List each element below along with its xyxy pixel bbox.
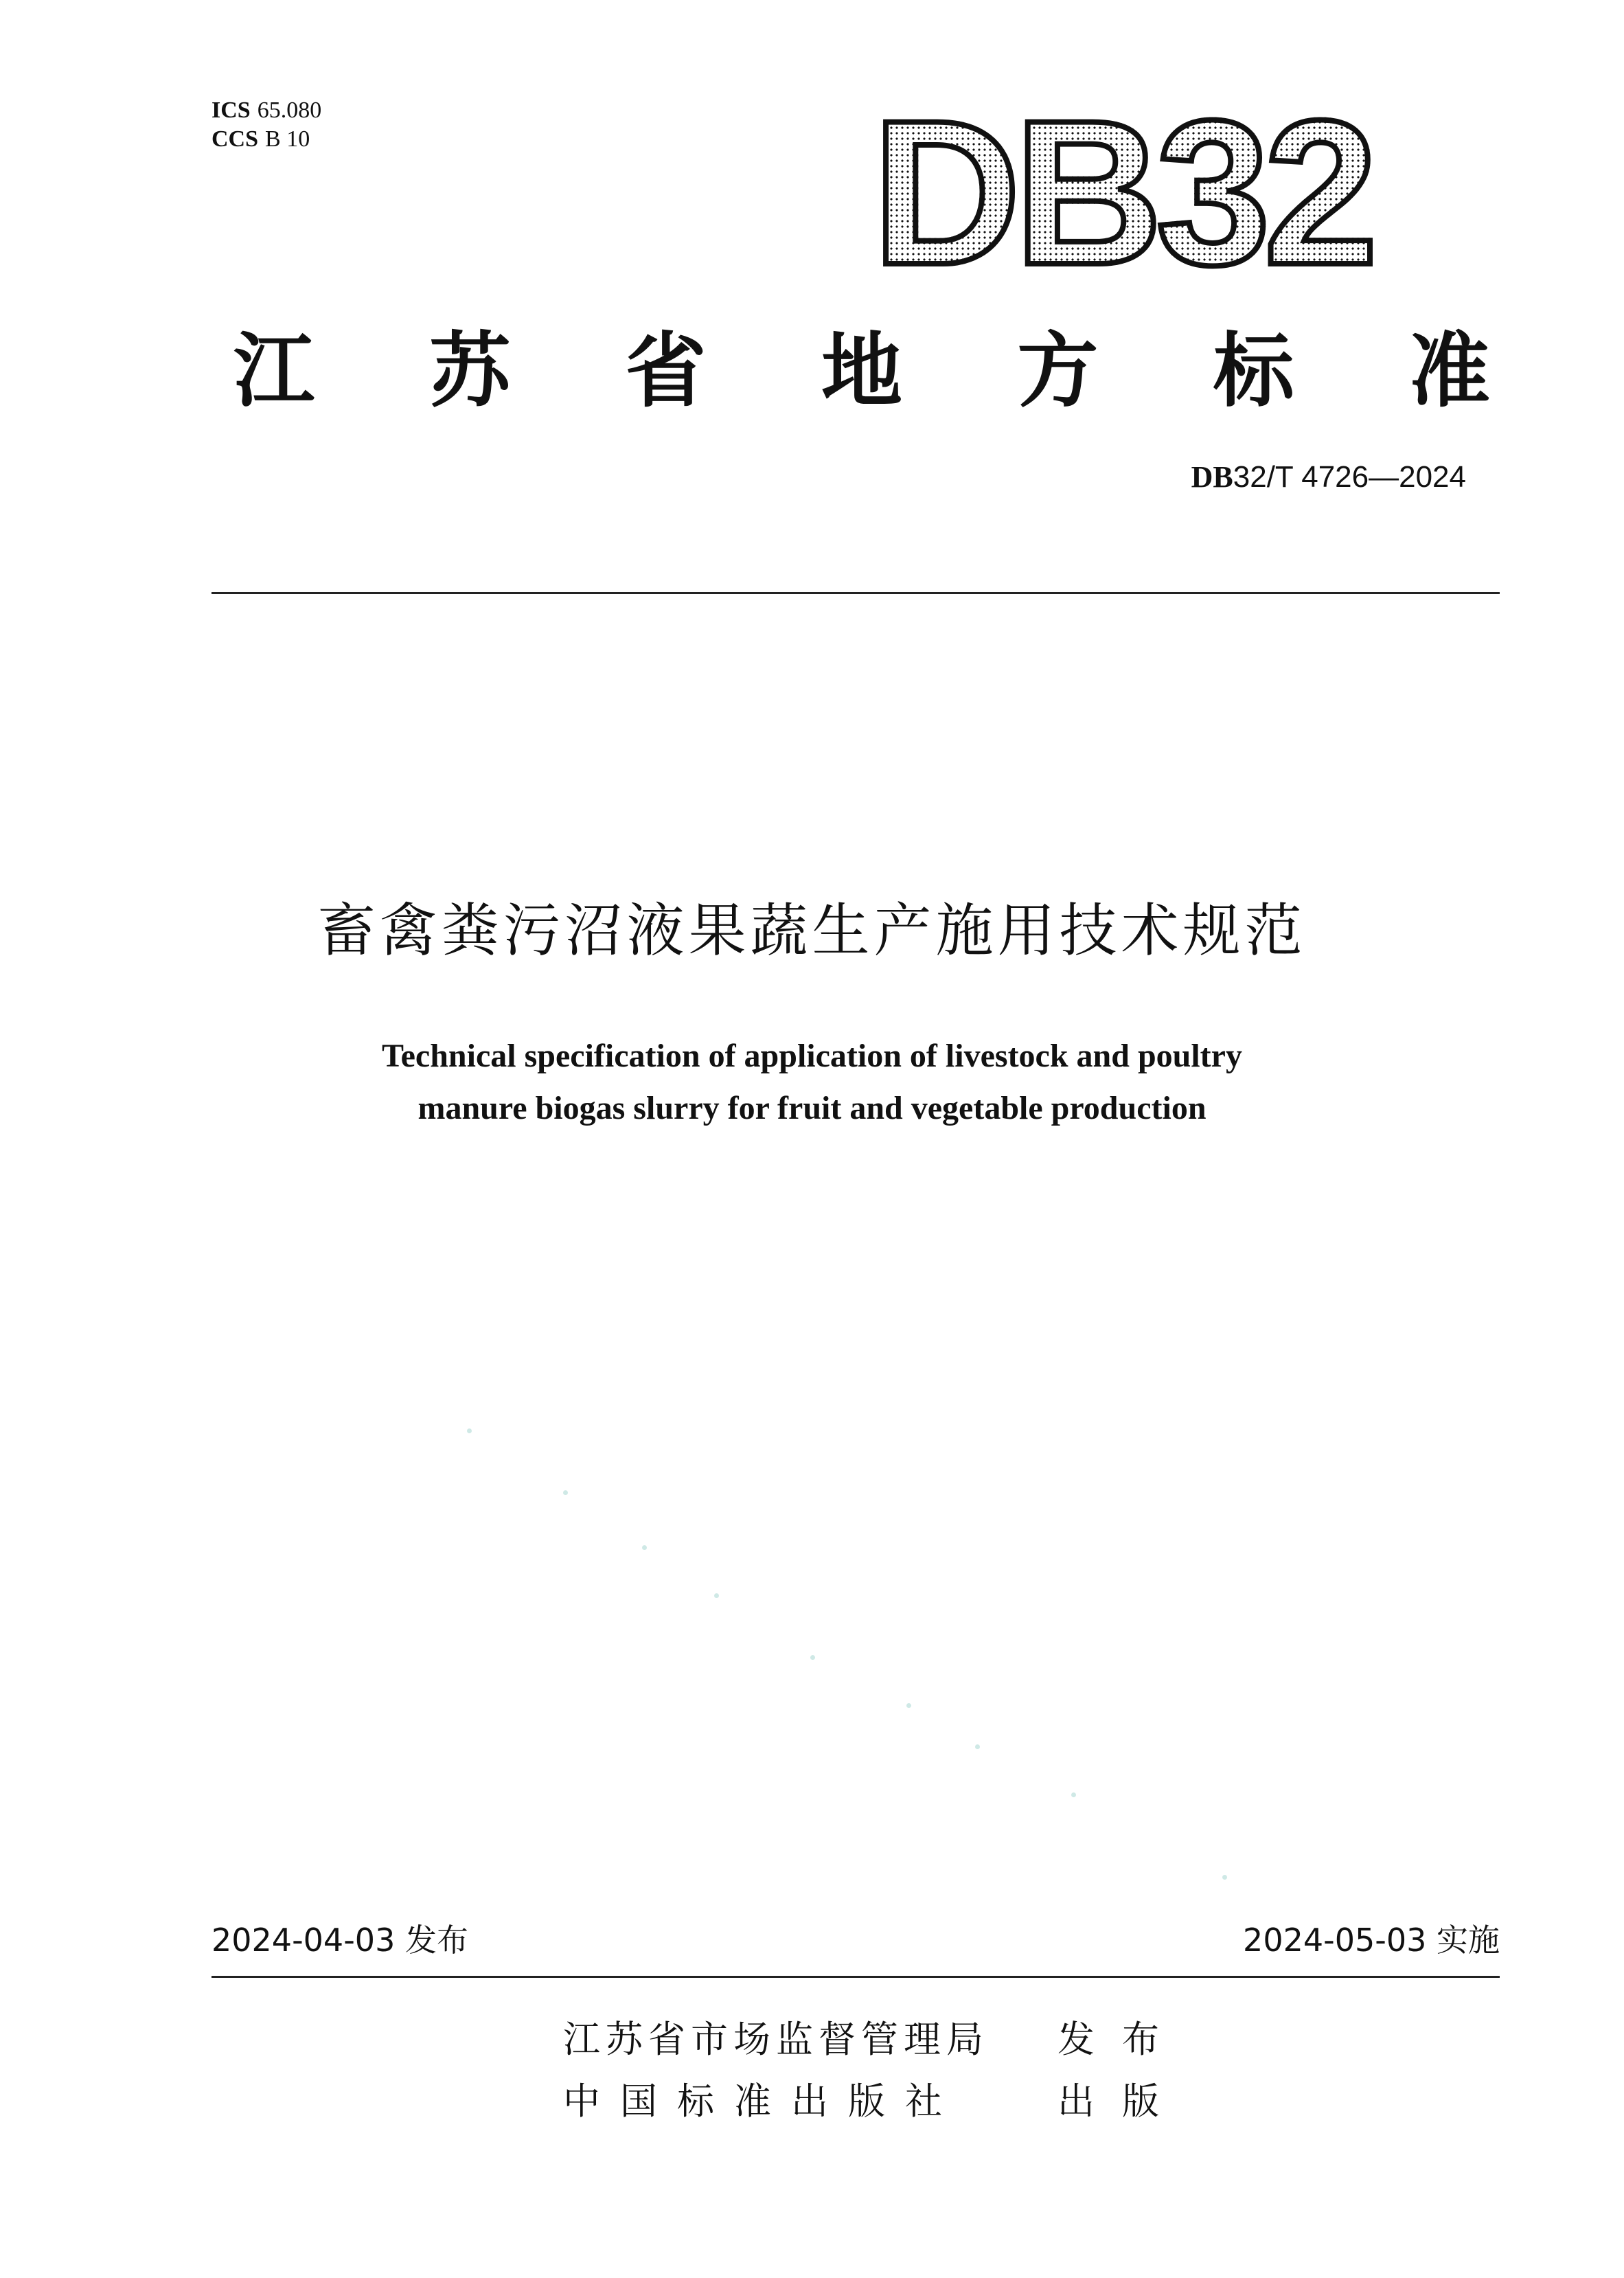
standard-number: [1191, 457, 1466, 498]
standard-type-char: 标: [1213, 323, 1294, 418]
classification-codes: [211, 96, 321, 154]
publisher-row: [563, 2071, 1187, 2132]
ics-value: 65.080: [257, 98, 322, 123]
implementation-date: 2024-05-03 实施: [1243, 1922, 1500, 1959]
publisher-action: 出版: [1057, 2080, 1187, 2123]
watermark-speck: [810, 1655, 815, 1660]
publishers: [563, 2009, 1187, 2132]
watermark-speck: [975, 1744, 980, 1749]
issue-date: 2024-04-03 发布: [211, 1922, 468, 1959]
title-english-line: Technical specification of application of livestock and poultry: [382, 1038, 1242, 1074]
watermark-speck: [1222, 1875, 1227, 1880]
standard-number-rest: 32/T 4726—2024: [1233, 460, 1466, 494]
standard-type-char: 江: [233, 323, 315, 418]
publisher-row: [563, 2009, 1187, 2071]
watermark-speck: [467, 1428, 472, 1433]
title-english: [0, 1030, 1624, 1135]
publisher-action: 发布: [1057, 2018, 1187, 2061]
standard-type-char: 苏: [429, 323, 511, 418]
ics-code: [211, 96, 321, 125]
ccs-code: [211, 125, 321, 154]
ccs-label: CCS: [211, 126, 259, 152]
date-row: [211, 1916, 1500, 1964]
watermark-speck: [714, 1593, 719, 1598]
footer-divider: [211, 1976, 1500, 1978]
ccs-value: B 10: [265, 126, 310, 152]
ics-label: ICS: [211, 98, 251, 123]
standard-type-char: 准: [1408, 323, 1490, 418]
standard-type-char: 地: [821, 323, 902, 418]
publisher-org: 中国标准出版社: [563, 2080, 962, 2123]
watermark-speck: [906, 1703, 911, 1708]
header-divider: [211, 592, 1500, 594]
watermark-speck: [642, 1545, 647, 1550]
publisher-org: 江苏省市场监督管理局: [563, 2018, 989, 2061]
watermark-speck: [563, 1490, 568, 1495]
watermark-speck: [1071, 1792, 1076, 1797]
standard-type-char: 省: [625, 323, 707, 418]
title-chinese: 畜禽粪污沼液果蔬生产施用技术规范: [317, 897, 1307, 964]
standard-type-heading: [233, 323, 1490, 419]
title-english-line: manure biogas slurry for fruit and vegetable production: [418, 1090, 1206, 1126]
standard-number-prefix: DB: [1191, 460, 1233, 494]
db32-logo: DB32: [872, 103, 1394, 282]
standard-type-char: 方: [1017, 323, 1099, 418]
